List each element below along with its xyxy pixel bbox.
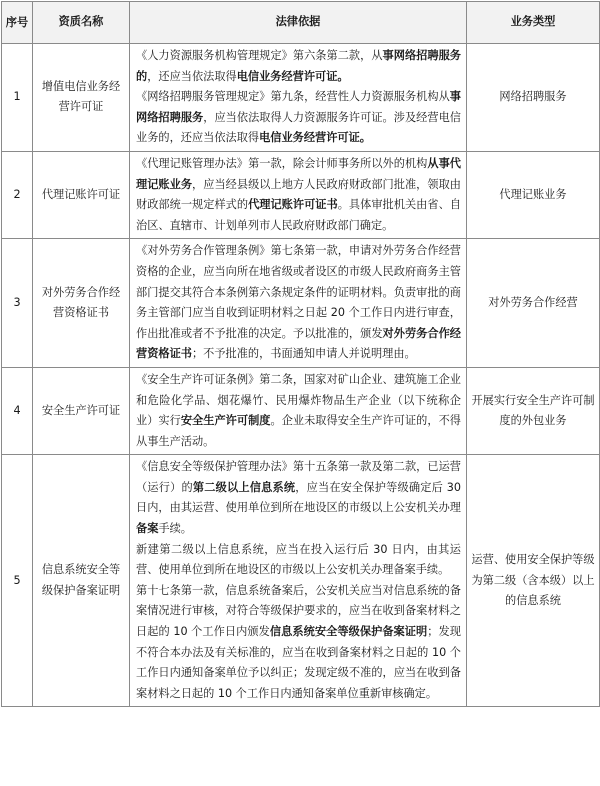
header-name: 资质名称 (33, 2, 130, 44)
emphasis-text: 安全生产许可制度 (180, 414, 271, 428)
legal-basis-cell (130, 239, 467, 368)
table-row (2, 455, 600, 707)
legal-text: 。企业未取得安全生产许可证的，不得从事生产活动。 (136, 414, 461, 448)
legal-text: 手续。 (158, 522, 192, 536)
header-basis: 法律依据 (130, 2, 467, 44)
legal-text: ，应当在安全保护等级确定后 30 日内，由其运营、使用单位到所在地设区的市级以上公安机关办理 (136, 480, 461, 515)
header-no: 序号 (2, 2, 33, 44)
legal-basis-paragraph (136, 457, 461, 539)
business-type: 开展实行安全生产许可制度的外包业务 (467, 367, 600, 454)
emphasis-text: 信息系统安全等级保护备案证明 (269, 625, 428, 639)
legal-basis-cell (130, 44, 467, 152)
table-row (2, 44, 600, 152)
legal-basis-cell (130, 151, 467, 238)
legal-text: ；不予批准的，书面通知申请人并说明理由。 (191, 347, 416, 361)
legal-basis-cell (130, 367, 467, 454)
emphasis-text: 事网络招聘服务的 (136, 49, 461, 83)
qualification-name: 增值电信业务经营许可证 (33, 44, 130, 152)
legal-basis-paragraph (136, 154, 461, 236)
qualification-name: 对外劳务合作经营资格证书 (33, 239, 130, 368)
legal-basis-cell (130, 455, 467, 707)
legal-text: 《安全生产许可证条例》第二条，国家对矿山企业、建筑施工企业和危险化学品、烟花爆竹、民用爆炸物品生产企业（以下统称企业）实行 (136, 372, 461, 428)
emphasis-text: 电信业务经营许可证。 (236, 69, 349, 83)
legal-basis-paragraph (136, 540, 461, 581)
legal-text: 《对外劳务合作管理条例》第七条第一款，申请对外劳务合作经营资格的企业，应当向所在地省级或者设区的市级人民政府商务主管部门提交其符合本条例第六条规定条件的证明材料。负责审批的商务主管部门应当自收到证明材料之日起 20 个工作日内进行审查，作出批准或者不予批准的决定。予以批准的，颁发 (136, 244, 461, 340)
emphasis-text: 电信业务经营许可证。 (259, 131, 371, 145)
table-row (2, 239, 600, 368)
row-number: 1 (2, 44, 33, 152)
qualification-name: 安全生产许可证 (33, 367, 130, 454)
legal-basis-paragraph (136, 370, 461, 452)
legal-text: 新建第二级以上信息系统，应当在投入运行后 30 日内，由其运营、使用单位到所在地设区的市级以上公安机关办理备案手续。 (136, 542, 461, 577)
qualification-name: 信息系统安全等级保护备案证明 (33, 455, 130, 707)
header-row (2, 2, 600, 44)
business-type: 运营、使用安全保护等级为第二级（含本级）以上的信息系统 (467, 455, 600, 707)
row-number: 2 (2, 151, 33, 238)
legal-text: ，应当经县级以上地方人民政府财政部门批准，领取由财政部统一规定样式的 (136, 177, 461, 212)
row-number: 4 (2, 367, 33, 454)
legal-text: ，应当依法取得人力资源服务许可证。涉及经营电信业务的，还应当依法取得 (136, 110, 461, 145)
emphasis-text: 对外劳务合作经营资格证书 (136, 326, 461, 361)
legal-text: 《人力资源服务机构管理规定》第六条第二款，从 (136, 49, 383, 62)
legal-basis-paragraph (136, 241, 461, 365)
qualification-name: 代理记账许可证 (33, 151, 130, 238)
emphasis-text: 从事代理记账业务 (136, 156, 461, 191)
legal-text: 《信息安全等级保护管理办法》第十五条第一款及第二款，已运营（运行）的 (136, 460, 461, 494)
qualification-table (1, 1, 600, 707)
legal-text: ，还应当依法取得 (147, 69, 237, 83)
emphasis-text: 事网络招聘服务 (136, 90, 461, 124)
emphasis-text: 备案 (136, 522, 159, 536)
emphasis-text: 代理记账许可证书 (248, 198, 338, 212)
table-row (2, 367, 600, 454)
legal-basis-paragraph (136, 87, 461, 149)
legal-text: 第十七条第一款，信息系统备案后，公安机关应当对信息系统的备案情况进行审核，对符合等级保护要求的，应当在收到备案材料之日起的 10 个工作日内颁发 (136, 583, 461, 639)
emphasis-text: 第二级以上信息系统 (192, 480, 296, 494)
legal-text: 《网络招聘服务管理规定》第九条，经营性人力资源服务机构从 (136, 90, 450, 104)
legal-text: 。具体审批机关由省、自治区、直辖市、计划单列市人民政府财政部门确定。 (136, 198, 461, 232)
header-type: 业务类型 (467, 2, 600, 44)
legal-basis-paragraph (136, 46, 461, 87)
business-type: 网络招聘服务 (467, 44, 600, 152)
table-row (2, 151, 600, 238)
legal-text: 《代理记账管理办法》第一款，除会计师事务所以外的机构 (136, 156, 428, 170)
row-number: 5 (2, 455, 33, 707)
legal-basis-paragraph (136, 581, 461, 705)
business-type: 代理记账业务 (467, 151, 600, 238)
row-number: 3 (2, 239, 33, 368)
business-type: 对外劳务合作经营 (467, 239, 600, 368)
legal-text: ；发现不符合本办法及有关标准的，应当在收到备案材料之日起的 10 个工作日内通知备案单位予以纠正；发现定级不准的，应当在收到备案材料之日起的 10 个工作日内通知备案单位重新审核确定。 (136, 625, 461, 700)
